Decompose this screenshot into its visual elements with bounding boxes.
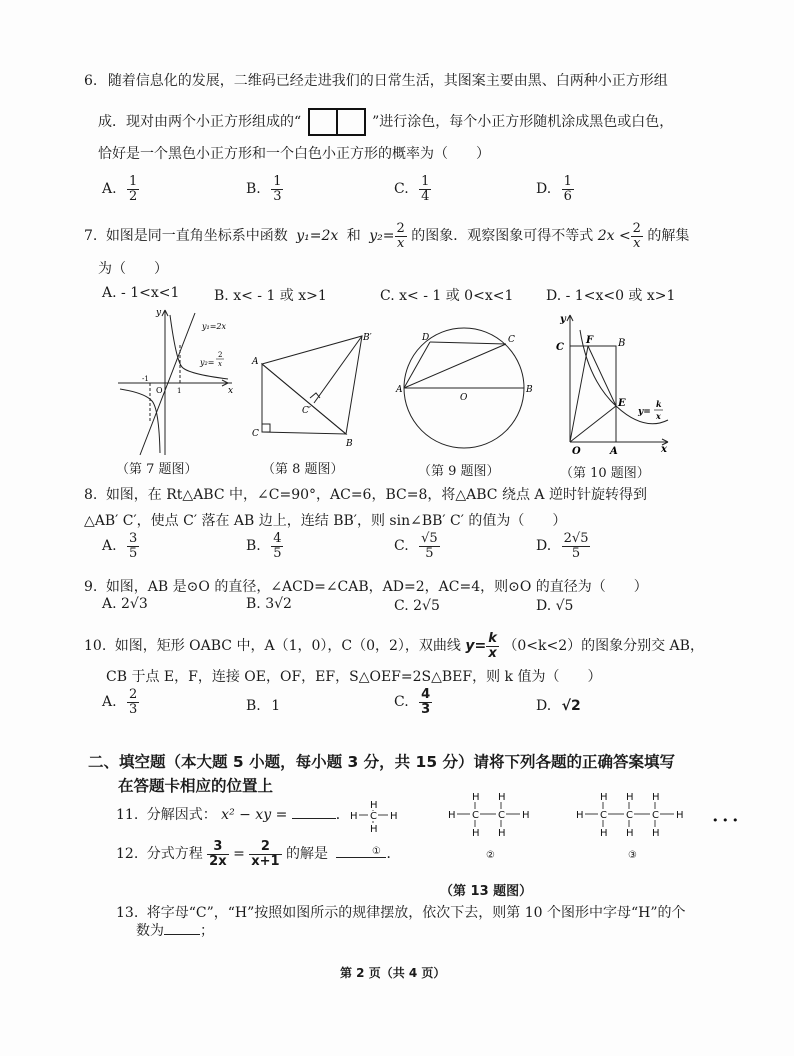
label-origin: O xyxy=(156,386,163,395)
q7-line1 xyxy=(84,222,689,250)
q13-text2: 数为 xyxy=(136,923,164,939)
chord-ac xyxy=(404,344,506,388)
point-c: C xyxy=(556,342,564,353)
q10-number: 10. xyxy=(84,638,107,655)
denominator: 2 xyxy=(129,188,138,204)
atom-h: H xyxy=(448,810,456,821)
q12-equals: = xyxy=(233,846,245,863)
point-d: D xyxy=(422,333,430,343)
segment-of xyxy=(570,346,588,442)
fraction xyxy=(419,175,431,203)
molecule-2 xyxy=(448,792,530,861)
q13-end: ； xyxy=(200,923,214,939)
q10-option-c xyxy=(394,688,432,716)
q11-end: ． xyxy=(335,807,350,823)
q7-number: 7. xyxy=(84,228,98,245)
denominator: x xyxy=(396,235,405,251)
q9-option-c: C. 2√5 xyxy=(394,598,440,614)
atom-h: H xyxy=(472,828,480,839)
q10-line2: CB 于点 E，F，连接 OE，OF，EF，S△OEF=2S△BEF，则 k 值为（ ） xyxy=(106,669,602,685)
chord-ad xyxy=(404,342,430,388)
q10-option-b xyxy=(246,698,280,714)
numerator: √5 xyxy=(421,531,438,546)
q11-expression: x² − xy = xyxy=(221,807,288,823)
label-y2-num: 2 xyxy=(218,351,223,359)
point-a: A xyxy=(252,357,259,367)
label-y2: y₂= xyxy=(200,358,215,367)
numerator: 4 xyxy=(273,531,282,546)
point-b-prime: B′ xyxy=(363,333,372,343)
denominator: 3 xyxy=(273,188,282,204)
fraction xyxy=(419,532,440,560)
q9-text1: 如图，AB 是⊙O 的直径，∠ACD=∠CAB，AD=2，AC=4，则⊙O 的直径为（ ） xyxy=(105,579,648,595)
point-b: B xyxy=(618,338,626,349)
atom-h: H xyxy=(370,824,378,835)
point-c: C xyxy=(508,335,515,345)
q8-line2: △AB′ C′，使点 C′ 落在 AB 边上，连结 BB′，则 sin∠BB′ C′ 的值为（ ） xyxy=(84,513,567,529)
denominator: 5 xyxy=(571,545,581,561)
q8-option-c xyxy=(394,532,440,560)
point-f: F xyxy=(586,335,594,346)
option-label: B. xyxy=(246,538,261,555)
figure-label-3: ③ xyxy=(628,850,637,861)
denominator: 3 xyxy=(129,701,138,717)
point-b: B xyxy=(346,439,353,449)
ellipsis: • • • xyxy=(712,814,739,827)
numerator: 1 xyxy=(421,174,430,189)
atom-h: H xyxy=(522,810,530,821)
q12-end: ． xyxy=(386,846,401,863)
atom-h: H xyxy=(498,792,506,803)
denominator: 5 xyxy=(273,545,282,561)
figure-8-triangle xyxy=(250,328,380,450)
numerator: 3 xyxy=(207,840,228,855)
q6-text2a: 成．现对由两个小正方形组成的“ xyxy=(98,114,302,130)
denominator: x xyxy=(633,235,641,251)
q12-tail: 的解是 xyxy=(286,846,329,863)
q7-option-b: B. x< - 1 或 x>1 xyxy=(214,288,327,304)
label-y: y xyxy=(156,308,162,318)
fraction xyxy=(271,175,283,203)
option-label: B. xyxy=(246,698,261,714)
numerator: 4 xyxy=(421,687,431,702)
q7-text1b: 的图象．观察图象可得不等式 xyxy=(411,228,594,245)
atom-h: H xyxy=(472,792,480,803)
option-label: C. xyxy=(394,181,409,198)
q10-option-a xyxy=(102,688,139,716)
denominator: 6 xyxy=(563,188,572,204)
q7-y2-lhs: y₂= xyxy=(369,228,395,245)
q10-text1a: 如图，矩形 OABC 中，A（1，0），C（0，2），双曲线 xyxy=(114,638,461,655)
figure-10-caption: （第 10 题图） xyxy=(560,466,650,481)
denominator: 5 xyxy=(129,545,138,561)
fraction xyxy=(127,175,139,203)
square-left xyxy=(308,108,338,136)
hyperbola-branch-left xyxy=(120,389,160,453)
numerator: 2 xyxy=(396,221,405,236)
atom-h: H xyxy=(350,811,358,822)
two-squares-figure xyxy=(308,108,366,136)
q12-number: 12. xyxy=(116,846,139,863)
page-footer: 第 2 页（共 4 页） xyxy=(340,966,446,980)
fraction xyxy=(562,175,574,203)
atom-c: C xyxy=(370,811,377,822)
numerator: 1 xyxy=(563,174,572,189)
q8-number: 8. xyxy=(84,487,98,503)
fraction xyxy=(271,532,283,560)
denominator: 3 xyxy=(421,701,431,717)
q11-answer-blank[interactable] xyxy=(292,818,336,819)
label-y1: y₁=2x xyxy=(202,322,227,331)
atom-h: H xyxy=(676,810,684,821)
q9-option-d: D. √5 xyxy=(536,598,574,614)
figure-label-2: ② xyxy=(486,850,495,861)
point-o: O xyxy=(460,393,468,403)
q7-line2: 为（ ） xyxy=(98,261,168,277)
point-a: A xyxy=(396,385,403,395)
label-y: y xyxy=(560,314,566,325)
q10-text1b: （0<k<2）的图象分别交 AB， xyxy=(503,638,704,655)
q13-text1: 将字母“C”，“H”按照如图所示的规律摆放，依次下去，则第 10 个图形中字母“H”的个 xyxy=(146,905,686,921)
atom-c: C xyxy=(626,810,633,821)
rectangle-oabc xyxy=(570,346,616,442)
fraction xyxy=(127,688,139,716)
atom-h: H xyxy=(626,792,634,803)
point-b: B xyxy=(526,385,533,395)
option-label: D. xyxy=(536,181,552,198)
denominator: x xyxy=(488,645,497,661)
square-right xyxy=(336,108,366,136)
figure-9-caption: （第 9 题图） xyxy=(418,464,500,479)
option-label: D. xyxy=(536,698,552,714)
q13-answer-blank[interactable] xyxy=(164,934,200,935)
q6-line3: 恰好是一个黑色小正方形和一个白色小正方形的概率为（ ） xyxy=(98,146,490,162)
q7-y1: y₁=2x xyxy=(296,228,339,245)
q7-option-a: A. - 1<x<1 xyxy=(102,285,180,301)
curve-label-num: k xyxy=(656,399,662,409)
section2-heading-line1: 二、填空题（本大题 5 小题，每小题 3 分，共 15 分）请将下列各题的正确答案填写 xyxy=(88,753,676,771)
q6-option-b xyxy=(246,175,283,203)
q10-line1 xyxy=(84,632,704,660)
q6-option-d xyxy=(536,175,574,203)
triangle-abb xyxy=(262,336,362,434)
option-value: 1 xyxy=(271,698,281,714)
numerator: 2 xyxy=(632,221,641,236)
q13-line2 xyxy=(136,920,214,940)
figure-9-circle xyxy=(396,320,536,460)
q10-curve-lhs: y= xyxy=(465,638,487,655)
numerator: 2 xyxy=(249,840,281,855)
option-label: D. xyxy=(536,538,552,555)
label-one: 1 xyxy=(177,387,182,395)
q9-number: 9. xyxy=(84,579,98,595)
denominator: x+1 xyxy=(251,853,280,869)
numerator: k xyxy=(488,631,497,646)
point-o: O xyxy=(572,446,581,457)
atom-h: H xyxy=(370,800,378,811)
fraction xyxy=(249,840,281,868)
numerator: 1 xyxy=(129,174,138,189)
atom-h: H xyxy=(652,828,660,839)
atom-h: H xyxy=(600,828,608,839)
q11-number: 11. xyxy=(116,807,139,823)
atom-h: H xyxy=(576,810,584,821)
fraction xyxy=(562,532,591,560)
q9-option-b: B. 3√2 xyxy=(246,596,292,612)
q7-text1c: 的解集 xyxy=(647,228,690,245)
numerator: 3 xyxy=(129,531,138,546)
label-x: x xyxy=(661,444,667,455)
curve-label: y= xyxy=(638,407,651,417)
point-e: E xyxy=(618,398,626,409)
atom-h: H xyxy=(390,811,398,822)
fraction xyxy=(631,222,643,250)
q8-line1 xyxy=(84,484,647,504)
q11-line xyxy=(116,804,350,824)
segment-oe xyxy=(570,406,616,442)
atom-h: H xyxy=(626,828,634,839)
point-c-prime: C′ xyxy=(302,406,311,416)
molecule-1 xyxy=(350,800,398,857)
q6-line2 xyxy=(98,108,673,136)
q8-option-a xyxy=(102,532,139,560)
q6-number: 6. xyxy=(84,73,98,89)
fraction xyxy=(395,222,407,250)
atom-h: H xyxy=(652,792,660,803)
q12-text: 分式方程 xyxy=(146,846,203,863)
figure-7-graph xyxy=(110,305,240,460)
q11-text: 分解因式： xyxy=(146,807,217,823)
option-label: C. xyxy=(394,538,409,555)
atom-c: C xyxy=(652,810,659,821)
figure-10-rectangle xyxy=(548,310,678,460)
q8-text1: 如图，在 Rt△ABC 中，∠C=90°，AC=6，BC=8，将△ABC 绕点 A 逆时针旋转得到 xyxy=(105,487,647,503)
q9-option-a: A. 2√3 xyxy=(102,596,148,612)
molecule-3 xyxy=(576,792,684,861)
q6-text2b: ”进行涂色，每个小正方形随机涂成黑色或白色， xyxy=(372,114,674,130)
q6-option-a xyxy=(102,175,139,203)
q8-option-d xyxy=(536,532,590,560)
fraction xyxy=(486,632,499,660)
figure-8-caption: （第 8 题图） xyxy=(262,462,344,477)
q10-option-d xyxy=(536,698,581,714)
numerator: 1 xyxy=(273,174,282,189)
figure-7-caption: （第 7 题图） xyxy=(116,462,198,477)
numerator: 2√5 xyxy=(563,531,589,546)
chord-dc xyxy=(430,342,506,344)
q13-molecule-figures xyxy=(344,792,739,872)
curve-label-den: x xyxy=(656,411,661,421)
atom-c: C xyxy=(472,810,479,821)
segment-ef xyxy=(588,346,616,406)
atom-h: H xyxy=(498,828,506,839)
segment-bc xyxy=(314,336,362,403)
q9-line1 xyxy=(84,576,648,596)
option-label: A. xyxy=(102,181,117,198)
q6-option-c xyxy=(394,175,431,203)
atom-c: C xyxy=(498,810,505,821)
denominator: 4 xyxy=(421,188,430,204)
fraction xyxy=(419,688,432,716)
figure-13-caption: （第 13 题图） xyxy=(440,884,533,899)
figure-label-1: ① xyxy=(372,846,381,857)
label-y2-den: x xyxy=(218,360,222,368)
q7-option-d: D. - 1<x<0 或 x>1 xyxy=(546,288,676,304)
fraction xyxy=(127,532,139,560)
option-value: √2 xyxy=(561,698,581,714)
option-label: C. xyxy=(394,694,409,711)
section2-heading-line2: 在答题卡相应的位置上 xyxy=(118,777,274,795)
atom-c: C xyxy=(600,810,607,821)
option-label: A. xyxy=(102,538,117,555)
label-neg1: -1 xyxy=(142,375,149,383)
q13-line1 xyxy=(116,902,686,922)
line-y1 xyxy=(140,313,195,455)
denominator: 2x xyxy=(209,853,227,869)
label-x: x xyxy=(228,386,234,396)
option-label: B. xyxy=(246,181,261,198)
q6-line1 xyxy=(84,70,668,90)
fraction xyxy=(207,840,228,868)
q8-option-b xyxy=(246,532,283,560)
q6-text1: 随着信息化的发展，二维码已经走进我们的日常生活，其图案主要由黑、白两种小正方形组 xyxy=(107,73,668,89)
q7-option-c: C. x< - 1 或 0<x<1 xyxy=(380,288,514,304)
numerator: 2 xyxy=(129,687,138,702)
denominator: 5 xyxy=(425,545,434,561)
q7-ineq-lhs: 2x < xyxy=(597,228,631,245)
point-a: A xyxy=(610,446,618,457)
q7-text1a: 如图是同一直角坐标系中函数 xyxy=(105,228,288,245)
q13-number: 13. xyxy=(116,905,139,921)
option-label: A. xyxy=(102,694,117,711)
q7-and: 和 xyxy=(346,228,361,245)
atom-h: H xyxy=(600,792,608,803)
point-c: C xyxy=(252,429,259,439)
